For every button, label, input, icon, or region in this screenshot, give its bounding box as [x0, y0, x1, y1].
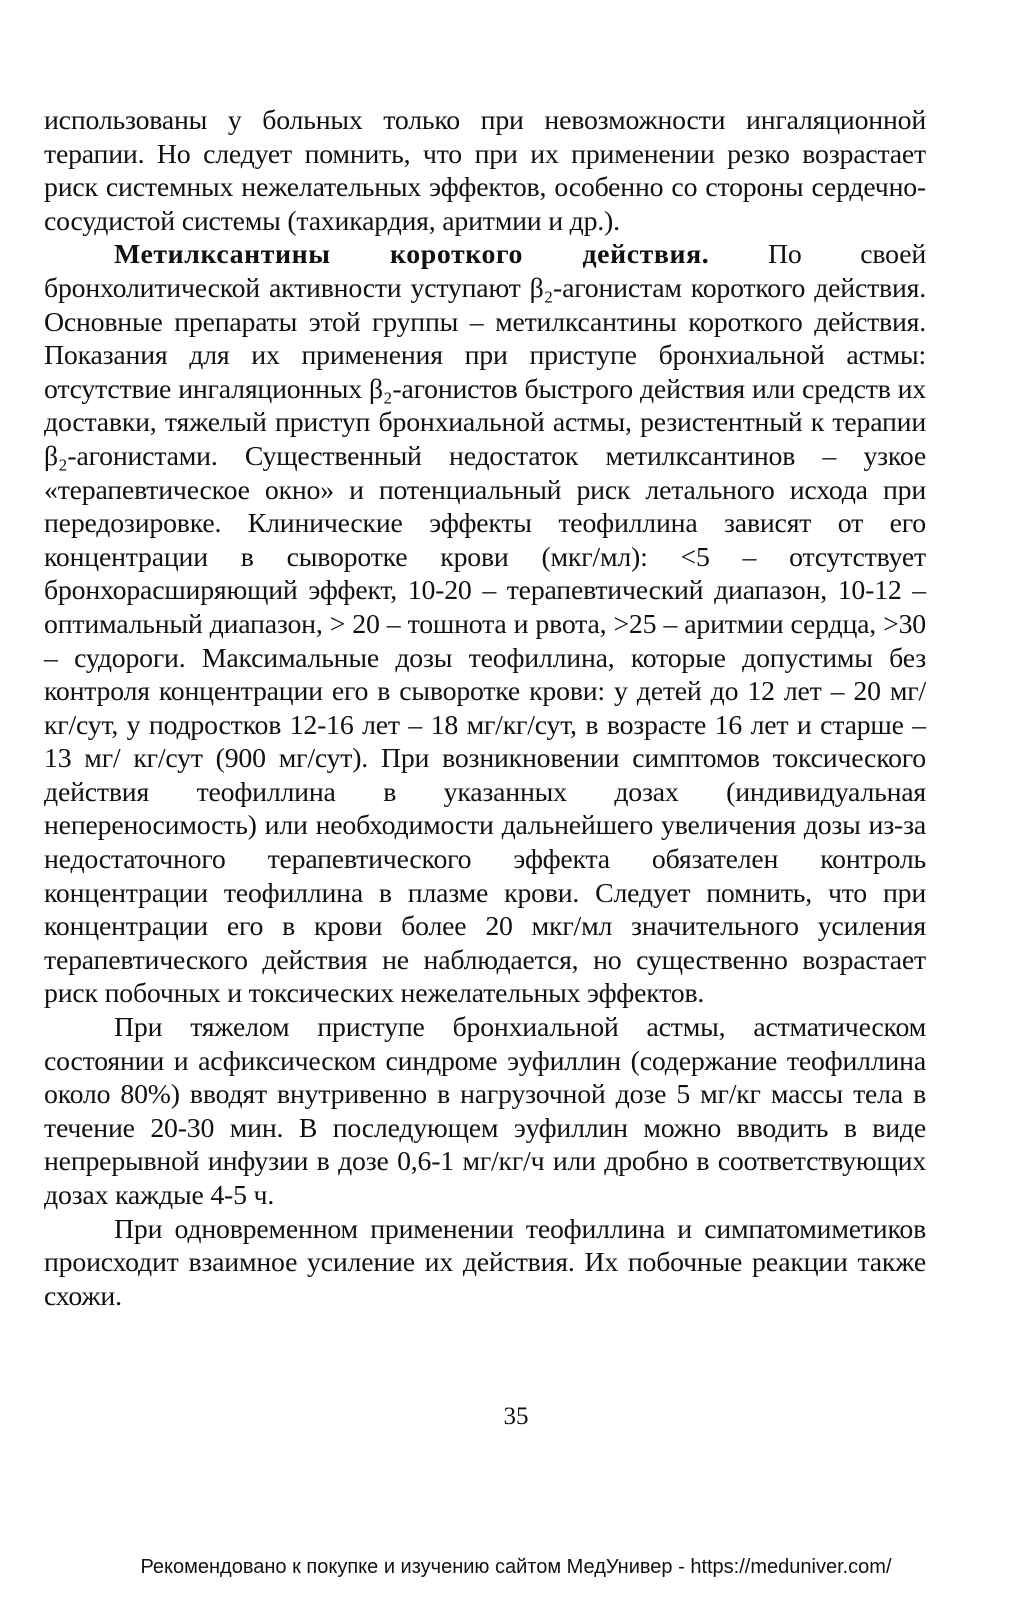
footer-note: Рекомендовано к покупке и изучению сайтом МедУнивер - https://meduniver.com/ — [140, 1556, 892, 1578]
paragraph-4: При одновременном применении теофиллина и симпатомиметиков происходит взаимное усиление их действия. Их побочные реакции также схожи. — [44, 1213, 926, 1312]
paragraph-3: При тяжелом приступе бронхиальной астмы, астматическом состоянии и асфиксическом синдроме эуфиллин (содержание теофиллина около 80%) вводят внутривенно в нагрузочной дозе 5 мг/кг массы тела в течение 20-30 мин. В последующем эуфиллин можно вводить в виде непрерывной инфузии в дозе 0,6-1 мг/кг/ч или дробно в соответствующих дозах каждые 4-5 ч. — [44, 1012, 926, 1211]
page-number: 35 — [503, 1403, 529, 1430]
body-text — [44, 104, 926, 1313]
paragraph-2: Метилксантины короткого действия. По своей бронхолитической активности уступают β₂-агонистам короткого действия. Основные препараты этой группы – метилксантины короткого действия. Показания для их применения при приступе бронхиальной астмы: отсутствие ингаляционных β₂-агонистов быстрого действия или средств их доставки, тяжелый приступ бронхиальной астмы, резистентный к терапии β₂-агонистами. Существенный недостаток метилксантинов – узкое «терапевтическое окно» и потенциальный риск летального исхода при передозировке. Клинические эффекты теофиллина зависят от его концентрации в сыворотке крови (мкг/мл): <5 – отсутствует бронхорасширяющий эффект, 10-20 – терапевтический диапазон, 10-12 – оптимальный диапазон, > 20 – тошнота и рвота, >25 – аритмии сердца, >30 – судороги. Максимальные дозы теофиллина, которые допустимы без контроля концентрации его в сыворотке крови: у детей до 12 лет – 20 мг/кг/сут, у подростков 12-16 лет – 18 мг/кг/сут, в возрасте 16 лет и старше – 13 мг/ кг/сут (900 мг/сут). При возникновении симптомов токсического действия теофиллина в указанных дозах (индивидуальная непереносимость) или необходимости дальнейшего увеличения дозы из-за недостаточного терапевтического эффекта обязателен контроль концентрации теофиллина в плазме крови. Следует помнить, что при концентрации его в крови более 20 мкг/мл значительного усиления терапевтического действия не наблюдается, но существенно возрастает риск побочных и токсических нежелательных эффектов. — [44, 239, 927, 1010]
paragraph-1: использованы у больных только при невозможности ингаляционной терапии. Но следует помнить, что при их применении резко возрастает риск системных нежелательных эффектов, особенно со стороны сердечно-сосудистой системы (тахикардия, аритмии и др.). — [44, 105, 926, 237]
section-heading: Метилксантины короткого действия. — [114, 239, 710, 271]
